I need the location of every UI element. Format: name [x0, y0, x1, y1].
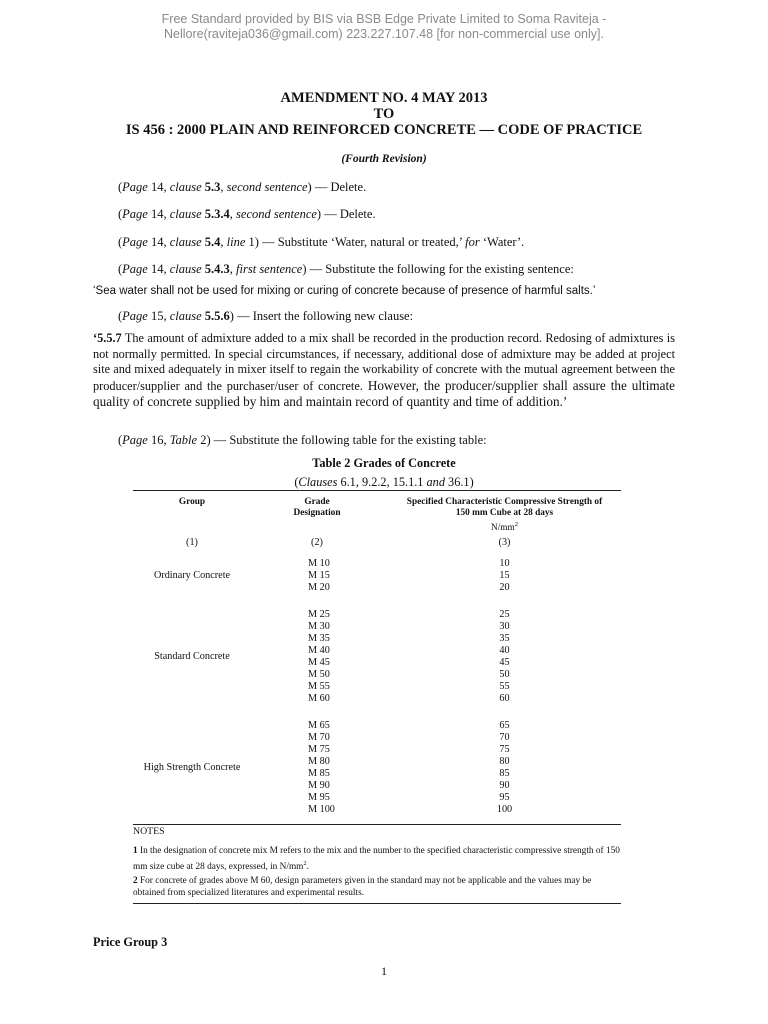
- compressive-strength: 80: [499, 756, 510, 767]
- new-clause-5-5-7: [93, 331, 675, 411]
- column-number-3: (3): [498, 537, 511, 548]
- column-number-2: (2): [311, 537, 323, 548]
- grade-designation: M 90: [308, 780, 330, 791]
- compressive-strength: 50: [499, 669, 510, 680]
- column-number-1: (1): [186, 537, 198, 548]
- amendment-to: TO: [373, 106, 395, 122]
- table-notes-rule: [133, 824, 621, 825]
- watermark-line-2: Nellore(raviteja036@gmail.com) 223.227.107.48 [for non-commercial use only].: [164, 27, 604, 41]
- compressive-strength: 75: [499, 744, 510, 755]
- amendment-item-4: (Page 14, clause 5.4.3, first sentence) — Substitute the following for the existing sentence:: [118, 262, 574, 276]
- column-header-strength: Specified Characteristic Compressive Strength of 150 mm Cube at 28 days $N/mm^2$: [406, 497, 603, 534]
- substituted-sentence: ‘Sea water shall not be used for mixing or curing of concrete because of presence of harmful salts.’: [93, 285, 596, 297]
- grade-designation: M 70: [308, 732, 330, 743]
- grade-designation: M 65: [308, 720, 330, 731]
- standard-title: IS 456 : 2000 PLAIN AND REINFORCED CONCRETE — CODE OF PRACTICE: [125, 122, 643, 138]
- grade-designation: M 55: [308, 681, 330, 692]
- column-header-group: Group: [178, 497, 206, 507]
- compressive-strength: 90: [499, 780, 510, 791]
- clause-text-continued: However, the producer/supplier shall assure the ultimate quality of concrete supplied by him and maintain record of quantity and time of addition.’: [93, 377, 675, 409]
- amendment-item-5: (Page 15, clause 5.5.6) — Insert the following new clause:: [118, 309, 414, 323]
- grade-designation: M 35: [308, 633, 330, 644]
- table-top-rule: [133, 490, 621, 491]
- grade-designation: M 95: [308, 792, 330, 803]
- amendment-item-1: (Page 14, clause 5.3, second sentence) — Delete.: [118, 180, 367, 194]
- grade-designation: M 15: [308, 570, 330, 581]
- compressive-strength: 45: [499, 657, 510, 668]
- notes-heading: NOTES: [133, 826, 165, 837]
- compressive-strength: 70: [499, 732, 510, 743]
- table-clauses: (Clauses 6.1, 9.2.2, 15.1.1 and 36.1): [294, 475, 474, 489]
- grade-designation: M 10: [308, 558, 330, 569]
- column-header-grade: Grade Designation: [293, 497, 341, 518]
- page-number: 1: [381, 964, 387, 978]
- grade-designation: M 40: [308, 645, 330, 656]
- note-2: 2 For concrete of grades above M 60, design parameters given in the standard may not be applicable and the values may be obtained from specialized literatures and experimental results.: [133, 876, 592, 898]
- grade-designation: M 25: [308, 609, 330, 620]
- compressive-strength: 40: [499, 645, 510, 656]
- grade-designation: M 80: [308, 756, 330, 767]
- compressive-strength: 95: [499, 792, 510, 803]
- concrete-group: Standard Concrete: [154, 651, 230, 662]
- compressive-strength: 10: [499, 558, 510, 569]
- grade-designation: M 45: [308, 657, 330, 668]
- amendment-item-6: (Page 16, Table 2) — Substitute the following table for the existing table:: [118, 433, 487, 447]
- compressive-strength: 55: [499, 681, 510, 692]
- compressive-strength: 65: [499, 720, 510, 731]
- compressive-strength: 30: [499, 621, 510, 632]
- grade-designation: M 20: [308, 582, 330, 593]
- grade-designation: M 30: [308, 621, 330, 632]
- compressive-strength: 85: [499, 768, 510, 779]
- grade-designation: M 100: [308, 804, 335, 815]
- compressive-strength: 35: [499, 633, 510, 644]
- clause-text: The amount of admixture added to a mix shall be recorded in the production record. Redosing of admixtures is not normally permitted. In special circumstances, if necessary, additional dose of admixture may be added at project site and mixed adequately in mixer itself to regain the workability of concrete with the mutual agreement between the producer/supplier and the purchaser/user of concrete.: [93, 331, 675, 393]
- amendment-item-3: (Page 14, clause 5.4, line 1) — Substitute ‘Water, natural or treated,’ for ‘Water’.: [118, 235, 525, 249]
- compressive-strength: 15: [499, 570, 510, 581]
- grade-designation: M 60: [308, 693, 330, 704]
- table-bottom-rule: [133, 903, 621, 904]
- grade-designation: M 75: [308, 744, 330, 755]
- compressive-strength: 25: [499, 609, 510, 620]
- table-title: Table 2 Grades of Concrete: [312, 456, 456, 470]
- clause-number: ‘5.5.7: [93, 331, 122, 345]
- concrete-group: Ordinary Concrete: [153, 570, 231, 581]
- compressive-strength: 100: [496, 804, 513, 815]
- note-1: 1 In the designation of concrete mix M refers to the mix and the number to the specified characteristic compressive strength of 150 mm size cube at 28 days, expressed, in $N/mm^2$.: [133, 846, 620, 872]
- watermark-notice: [0, 12, 768, 42]
- revision-label: (Fourth Revision): [341, 153, 427, 165]
- concrete-group: High Strength Concrete: [143, 762, 241, 773]
- compressive-strength: 60: [499, 693, 510, 704]
- grade-designation: M 50: [308, 669, 330, 680]
- watermark-line-1: Free Standard provided by BIS via BSB Edge Private Limited to Soma Raviteja -: [161, 12, 607, 26]
- price-group: Price Group 3: [93, 935, 168, 949]
- amendment-title: AMENDMENT NO. 4 MAY 2013: [280, 90, 488, 106]
- grade-designation: M 85: [308, 768, 330, 779]
- amendment-item-2: (Page 14, clause 5.3.4, second sentence) — Delete.: [118, 207, 376, 221]
- compressive-strength: 20: [499, 582, 510, 593]
